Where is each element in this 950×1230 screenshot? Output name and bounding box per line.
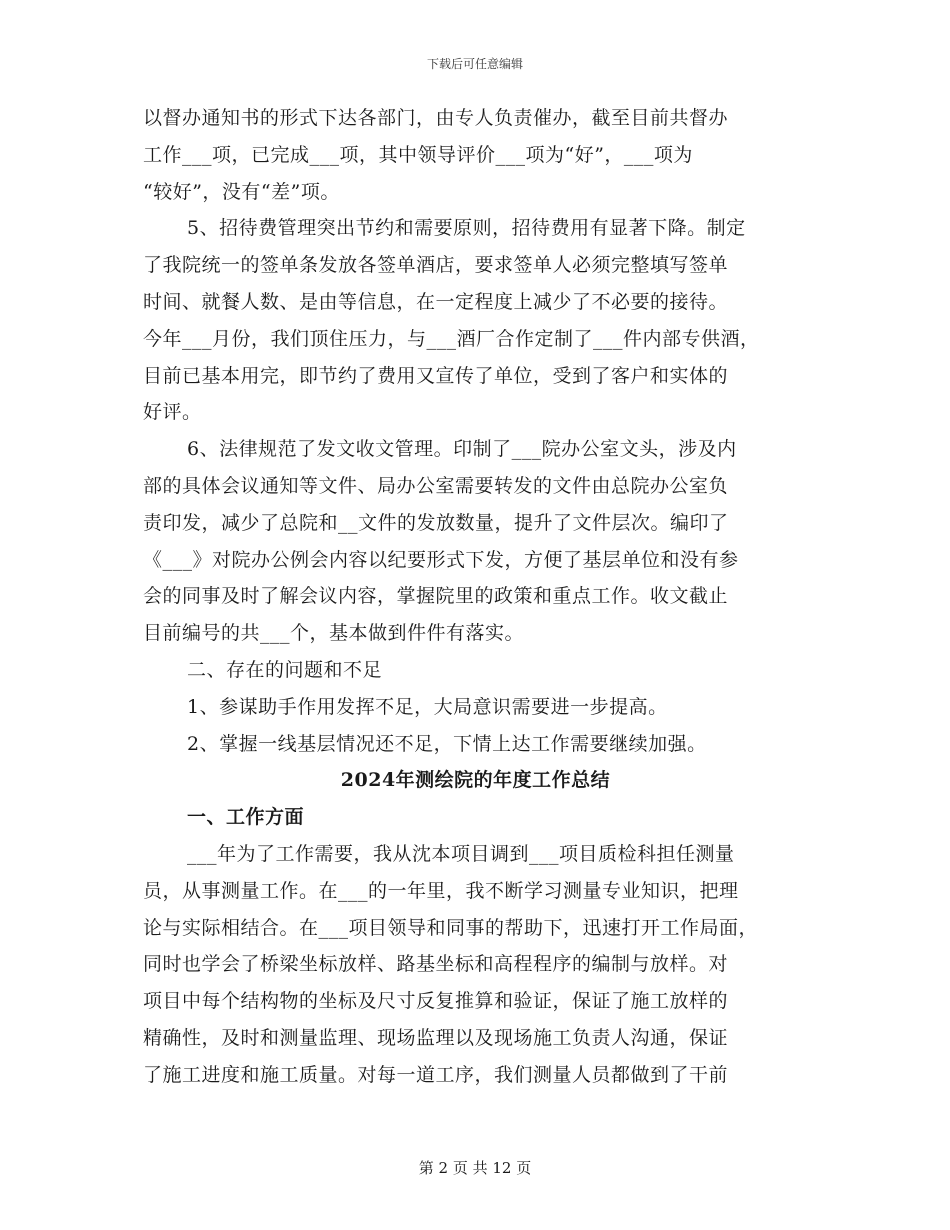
paragraph-line: 论与实际相结合。在___项目领导和同事的帮助下，迅速打开工作局面， bbox=[143, 916, 759, 939]
paragraph-line: 6、法律规范了发文收文管理。印制了___院办公室文头，涉及内 bbox=[187, 438, 737, 461]
paragraph-line: 了我院统一的签单条发放各签单酒店，要求签单人必须完整填写签单 bbox=[143, 254, 729, 277]
paragraph-line: 目前编号的共___个，基本做到件件有落实。 bbox=[143, 622, 525, 645]
document-title: 2024年测绘院的年度工作总结 bbox=[340, 769, 611, 792]
section-heading: 二、存在的问题和不足 bbox=[187, 658, 383, 681]
paragraph-line: 精确性，及时和测量监理、现场监理以及现场施工负责人沟通，保证 bbox=[143, 1026, 729, 1049]
paragraph-line: 《___》对院办公例会内容以纪要形式下发，方便了基层单位和没有参 bbox=[143, 548, 739, 571]
paragraph-line: 项目中每个结构物的坐标及尺寸反复推算和验证，保证了施工放样的 bbox=[143, 990, 729, 1013]
paragraph-line: 时间、就餐人数、是由等信息，在一定程度上减少了不必要的接待。 bbox=[143, 290, 729, 313]
document-body bbox=[143, 100, 808, 1094]
paragraph-line: 了施工进度和施工质量。对每一道工序，我们测量人员都做到了干前 bbox=[143, 1063, 729, 1086]
paragraph-line: 5、招待费管理突出节约和需要原则，招待费用有显著下降。制定 bbox=[187, 217, 746, 240]
header-note: 下载后可任意编辑 bbox=[426, 57, 523, 71]
list-item: 2、掌握一线基层情况还不足，下情上达工作需要继续加强。 bbox=[187, 732, 707, 755]
page-number: 第 2 页 共 12 页 bbox=[418, 1159, 532, 1177]
paragraph-line: 好评。 bbox=[143, 401, 202, 424]
paragraph-line: 员，从事测量工作。在___的一年里，我不断学习测量专业知识，把理 bbox=[143, 879, 739, 902]
paragraph-line: 今年___月份，我们顶住压力，与___酒厂合作定制了___件内部专供酒， bbox=[143, 327, 760, 350]
paragraph-line: 会的同事及时了解会议内容，掌握院里的政策和重点工作。收文截止 bbox=[143, 585, 729, 608]
paragraph-line: ___年为了工作需要，我从沈本项目调到___项目质检科担任测量 bbox=[187, 842, 735, 865]
paragraph-line: 以督办通知书的形式下达各部门，由专人负责催办，截至目前共督办 bbox=[143, 107, 729, 129]
paragraph-line: 工作___项，已完成___项，其中领导评价___项为“好”，___项为 bbox=[143, 143, 693, 166]
paragraph-line: 责印发，减少了总院和__文件的发放数量，提升了文件层次。编印了 bbox=[143, 511, 729, 534]
list-item: 1、参谋助手作用发挥不足，大局意识需要进一步提高。 bbox=[187, 695, 668, 718]
paragraph-line: “较好”，没有“差”项。 bbox=[143, 180, 340, 203]
paragraph-line: 目前已基本用完，即节约了费用又宣传了单位，受到了客户和实体的 bbox=[143, 364, 729, 387]
section-heading: 一、工作方面 bbox=[187, 806, 305, 829]
paragraph-line: 同时也学会了桥梁坐标放样、路基坐标和高程程序的编制与放样。对 bbox=[143, 953, 729, 976]
paragraph-line: 部的具体会议通知等文件、局办公室需要转发的文件由总院办公室负 bbox=[143, 474, 729, 497]
